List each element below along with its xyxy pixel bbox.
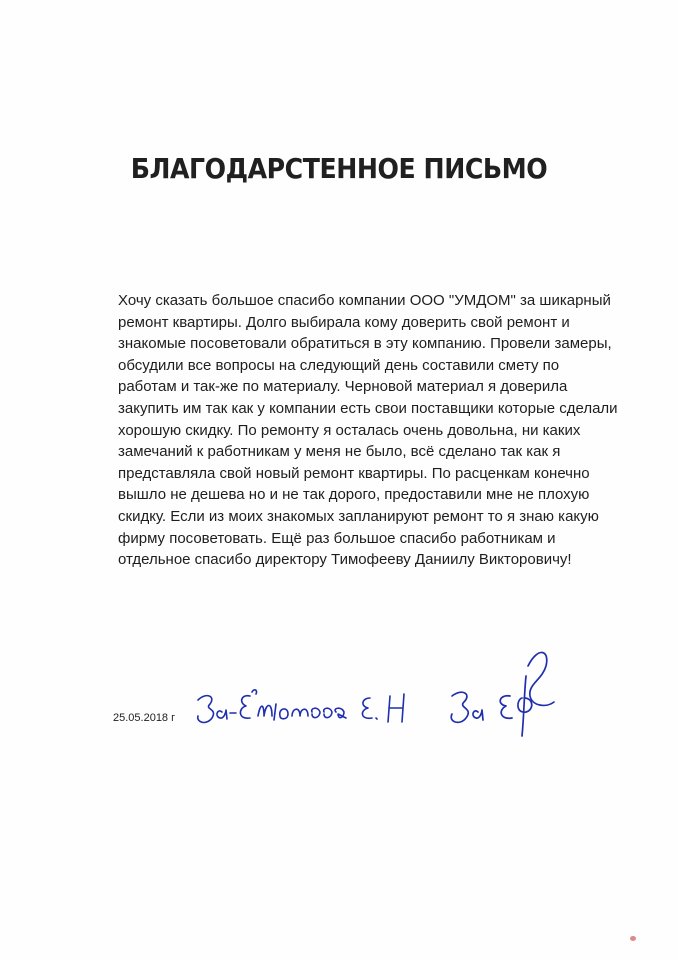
body-line: отдельное спасибо директору Тимофееву Даниилу Викторовичу! [118,551,572,569]
body-line: работам и так-же по материалу. Черновой материал я доверила [118,378,568,396]
body-line: обсудили все вопросы на следующий день составили смету по [118,356,560,374]
body-line: вышло не дешева но и не так дорого, предоставили мне не плохую [118,486,590,504]
letter-date: 25.05.2018 г [113,712,176,724]
body-line: скидку. Если из моих знакомых запланируют ремонт то я знаю какую [118,507,599,525]
body-line: фирму посоветовать. Ещё раз большое спасибо работникам и [118,529,556,547]
body-line: ремонт квартиры. Долго выбирала кому доверить свой ремонт и [118,313,570,331]
body-line: замечаний к работникам у меня не было, всё сделано так как я [118,443,561,461]
letter-body [118,290,638,571]
letter-title: БЛАГОДАРСТЕННОЕ ПИСЬМО [130,152,548,185]
body-line: Хочу сказать большое спасибо компании ООО "УМДОМ" за шикарный [118,292,611,309]
body-line: хорошую скидку. По ремонту я осталась очень довольна, ни каких [118,421,581,439]
handwritten-signature-mark [446,636,566,756]
handwritten-signature-name [192,682,422,742]
ink-speck [630,936,636,941]
body-line: закупить им так как у компании есть свои поставщики которые сделали [118,399,618,417]
body-line: представляла свой новый ремонт квартиры. По расценкам конечно [118,464,590,482]
body-line: знакомые посоветовали обратиться в эту компанию. Провели замеры, [118,335,612,353]
